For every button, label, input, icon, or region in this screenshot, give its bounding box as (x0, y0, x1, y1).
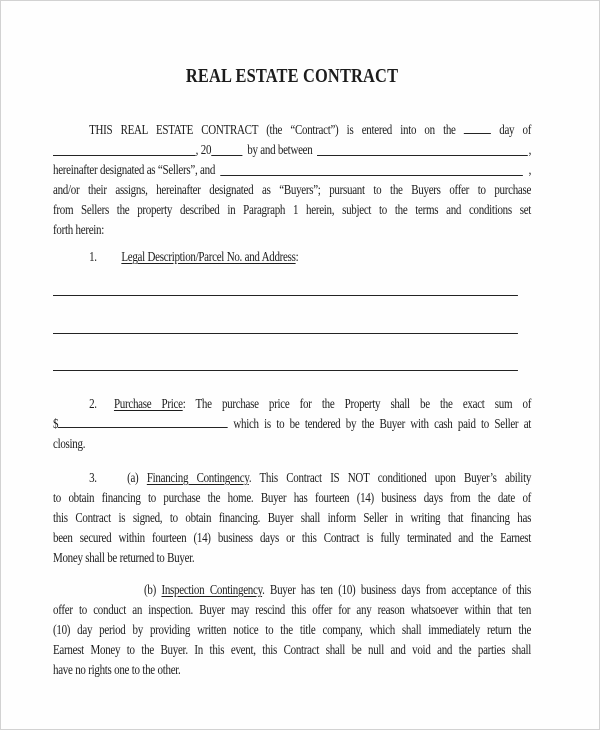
blank-price-field (58, 426, 228, 428)
section-1-legal-description (53, 247, 531, 267)
ruled-blank-line (53, 296, 518, 334)
intro-text: hereinafter designated as “Sellers”, and (53, 162, 216, 177)
inspection-line-4: Earnest Money to the Buyer. In this event, this Contract shall be null and void and the parties shall (53, 642, 532, 657)
section-3b-inspection-contingency (53, 580, 531, 680)
intro-line-6: forth herein: (53, 222, 105, 237)
intro-line-1 (53, 120, 531, 140)
blank-buyers-name-field (220, 160, 523, 176)
intro-text: day of (499, 122, 532, 137)
body-text: : The purchase price for the Property shall be the exact sum of (182, 396, 532, 411)
section-3a-financing-contingency (53, 468, 531, 568)
financing-line-5: Money shall be returned to Buyer. (53, 550, 195, 565)
financing-line-2: to obtain financing to purchase the home. Buyer has fourteen (14) business days from the date of (53, 490, 532, 505)
intro-text: THIS REAL ESTATE CONTRACT (the “Contract”) is entered into on the (89, 122, 456, 137)
legal-description-write-in-area (53, 267, 531, 371)
blank-year-field (211, 140, 242, 156)
financing-line-3: this Contract is signed, to obtain financing. Buyer shall inform Seller in writing that financing has (53, 510, 532, 525)
section-heading: Inspection Contingency (161, 582, 263, 597)
intro-line-4: and/or their assigns, hereinafter designated as “Buyers”; pursuant to the Buyers offer to purchase (53, 182, 532, 197)
inspection-line-2: offer to conduct an inspection. Buyer may rescind this offer for any reason whatsoever within that ten (53, 602, 532, 617)
intro-paragraph (53, 120, 531, 240)
document-text-block (53, 1, 531, 680)
intro-text: , (528, 162, 532, 177)
purchase-price-line-2 (53, 414, 531, 434)
ruled-blank-line (53, 334, 518, 372)
intro-text: by and between (247, 142, 313, 157)
section-number: 1. (89, 249, 97, 264)
section-heading: Legal Description/Parcel No. and Address (121, 249, 296, 264)
purchase-price-line-3: closing. (53, 436, 86, 451)
financing-line-1 (53, 468, 531, 488)
inspection-line-3: (10) day period by providing written notice to the title company, which shall immediately return the (53, 622, 532, 637)
section-heading: Financing Contingency (146, 470, 249, 485)
section-number: 2. (89, 396, 97, 411)
purchase-price-line-1 (53, 394, 531, 414)
subsection-label: (b) (144, 582, 156, 597)
section-heading-colon: : (295, 249, 299, 264)
blank-month-field (53, 140, 196, 156)
intro-text: , 20 (195, 142, 212, 157)
section-heading: Purchase Price (113, 396, 183, 411)
inspection-line-1 (53, 580, 531, 600)
subsection-label: (a) (127, 470, 139, 485)
intro-line-3 (53, 160, 531, 180)
intro-line-5: from Sellers the property described in Paragraph 1 herein, subject to the terms and conditions set (53, 202, 532, 217)
body-text: . This Contract IS NOT conditioned upon Buyer’s ability (248, 470, 532, 485)
ruled-blank-line (53, 267, 518, 296)
intro-line-2 (53, 140, 531, 160)
inspection-line-5: have no rights one to the other. (53, 662, 181, 677)
body-text: which is to be tendered by the Buyer with cash paid to Seller at (233, 416, 532, 431)
financing-line-4: been secured within fourteen (14) business days or this Contract is fully terminated and the Earnest (53, 530, 532, 545)
section-number: 3. (89, 470, 97, 485)
blank-day-field (464, 132, 491, 134)
section-2-purchase-price (53, 394, 531, 454)
dollar-sign: $ (53, 416, 59, 431)
blank-sellers-name-field (317, 140, 527, 156)
page-title: REAL ESTATE CONTRACT (185, 65, 399, 87)
body-text: . Buyer has ten (10) business days from acceptance of this (262, 582, 532, 597)
intro-text: , (528, 142, 532, 157)
